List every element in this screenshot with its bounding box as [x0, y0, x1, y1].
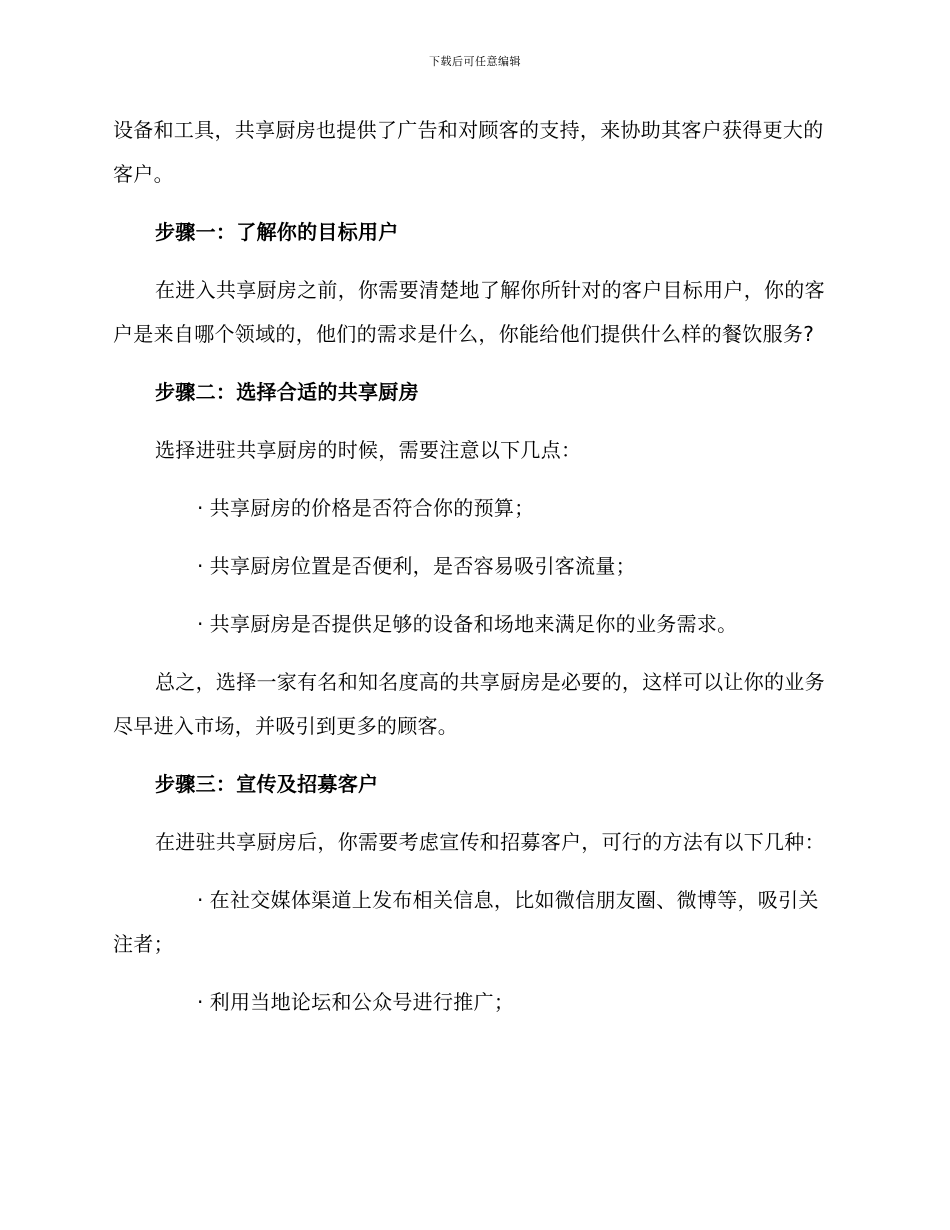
step2-bullet-3	[113, 602, 833, 646]
step3-bullet-2	[113, 980, 833, 1024]
bullet-text: 利用当地论坛和公众号进行推广；	[209, 990, 515, 1014]
document-body	[113, 108, 833, 1024]
step2-heading: 步骤二：选择合适的共享厨房	[155, 380, 419, 404]
bullet-icon: ·	[197, 990, 204, 1014]
page-header: 下载后可任意编辑	[429, 55, 521, 68]
bullet-text: 共享厨房位置是否便利，是否容易吸引客流量；	[209, 554, 636, 578]
step3-intro: 在进驻共享厨房后，你需要考虑宣传和招募客户，可行的方法有以下几种：	[155, 830, 825, 854]
step2-bullet-1	[113, 486, 833, 530]
bullet-icon: ·	[197, 554, 204, 578]
intro-paragraph: 设备和工具，共享厨房也提供了广告和对顾客的支持，来协助其客户获得更大的客户。	[113, 118, 824, 186]
step1-heading: 步骤一：了解你的目标用户	[155, 220, 399, 244]
bullet-icon: ·	[197, 888, 204, 912]
bullet-text: 共享厨房是否提供足够的设备和场地来满足你的业务需求。	[209, 612, 738, 636]
step1-paragraph: 在进入共享厨房之前，你需要清楚地了解你所针对的客户目标用户，你的客户是来自哪个领域的，他们的需求是什么，你能给他们提供什么样的餐饮服务?	[113, 278, 825, 346]
step3-heading: 步骤三：宣传及招募客户	[155, 772, 379, 796]
bullet-text: 共享厨房的价格是否符合你的预算；	[209, 496, 535, 520]
bullet-icon: ·	[197, 612, 204, 636]
step3-bullet-1	[113, 878, 833, 966]
step2-summary: 总之，选择一家有名和知名度高的共享厨房是必要的，这样可以让你的业务尽早进入市场，并吸引到更多的顾客。	[113, 670, 825, 738]
bullet-icon: ·	[197, 496, 204, 520]
step2-intro: 选择进驻共享厨房的时候，需要注意以下几点：	[155, 438, 582, 462]
step2-bullet-2	[113, 544, 833, 588]
bullet-text: 在社交媒体渠道上发布相关信息，比如微信朋友圈、微博等，吸引关注者；	[113, 888, 819, 956]
